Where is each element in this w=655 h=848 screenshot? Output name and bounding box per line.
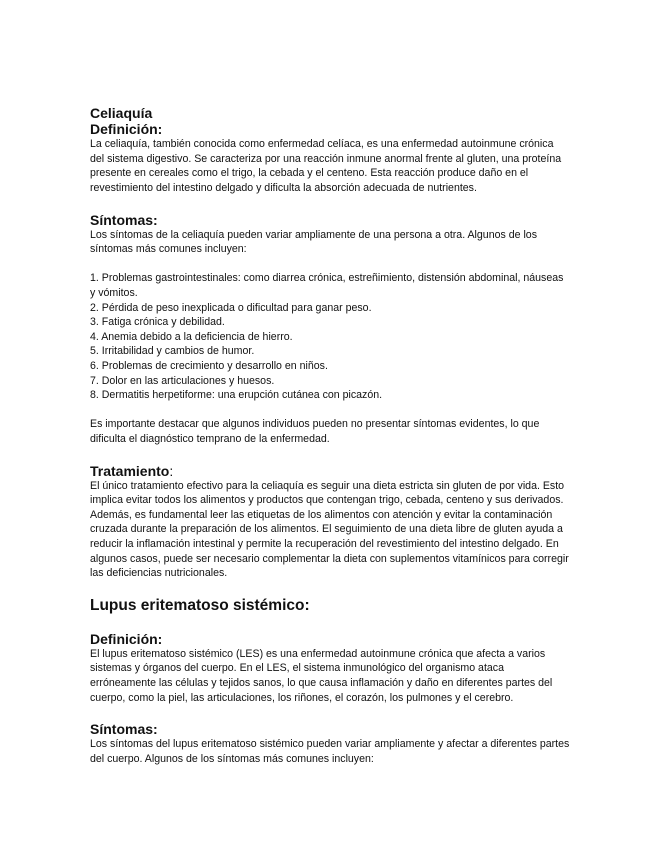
list-item: 2. Pérdida de peso inexplicada o dificultad para ganar peso. bbox=[90, 301, 372, 314]
treatment-heading bbox=[90, 463, 570, 479]
symptoms-list bbox=[90, 271, 570, 402]
lupus-symptoms-intro: Los síntomas del lupus eritematoso sistémico pueden variar ampliamente y afectar a diferentes partes del cuerpo. Algunos de los síntomas más comunes incluyen: bbox=[90, 738, 570, 765]
lupus-symptoms-heading: Síntomas: bbox=[90, 721, 158, 738]
section-title-lupus: Lupus eritematoso sistémico: bbox=[90, 596, 310, 614]
list-item: 4. Anemia debido a la deficiencia de hierro. bbox=[90, 330, 293, 343]
list-item: 3. Fatiga crónica y debilidad. bbox=[90, 316, 225, 329]
treatment-heading-colon: : bbox=[169, 462, 174, 479]
lupus-definition-paragraph: El lupus eritematoso sistémico (LES) es una enfermedad autoinmune crónica que afecta a varios sistemas y órganos del cuerpo. En el LES, el sistema inmunológico del organismo ataca erróneamente las células y tejidos sanos, lo que causa inflamación y daño en diferentes partes del cuerpo, como la piel, las articulaciones, los riñones, el corazón, los pulmones y el cerebro. bbox=[90, 647, 553, 704]
symptoms-heading: Síntomas: bbox=[90, 211, 158, 228]
treatment-paragraph: El único tratamiento efectivo para la celiaquía es seguir una dieta estricta sin gluten de por vida. Esto implica evitar todos los alimentos y productos que contengan trigo, cebada, centeno y sus derivados. Además, es fundamental leer las etiquetas de los alimentos con atención y evitar la contaminación cruzada durante la preparación de los alimentos. El seguimiento de una dieta libre de gluten ayuda a reducir la inflamación intestinal y permite la recuperación del revestimiento del intestino delgado. En algunos casos, puede ser necesario complementar la dieta con suplementos vitamínicos para corregir las deficiencias nutricionales. bbox=[90, 479, 569, 580]
lupus-definition-heading: Definición: bbox=[90, 630, 163, 647]
treatment-heading-text: Tratamiento bbox=[90, 462, 170, 479]
symptoms-intro: Los síntomas de la celiaquía pueden variar ampliamente de una persona a otra. Algunos de los síntomas más comunes incluyen: bbox=[90, 228, 537, 256]
definition-paragraph: La celiaquía, también conocida como enfermedad celíaca, es una enfermedad autoinmune crónica del sistema digestivo. Se caracteriza por una reacción inmune anormal frente al gluten, una proteína presente en cereales como el trigo, la cebada y el centeno. Esta reacción produce daño en el revestimiento del intestino delgado y dificulta la absorción adecuada de nutrientes. bbox=[90, 138, 562, 194]
list-item: 7. Dolor en las articulaciones y huesos. bbox=[90, 374, 275, 387]
document-page bbox=[90, 105, 570, 766]
document-title: Celiaquía bbox=[90, 105, 153, 121]
symptoms-note: Es importante destacar que algunos individuos pueden no presentar síntomas evidentes, lo que dificulta el diagnóstico temprano de la enfermedad. bbox=[90, 418, 540, 445]
list-item: 8. Dermatitis herpetiforme: una erupción cutánea con picazón. bbox=[90, 389, 383, 402]
list-item: 1. Problemas gastrointestinales: como diarrea crónica, estreñimiento, distensión abdominal, náuseas y vómitos. bbox=[90, 272, 564, 300]
list-item: 6. Problemas de crecimiento y desarrollo en niños. bbox=[90, 360, 328, 372]
definition-heading: Definición: bbox=[90, 121, 163, 138]
list-item: 5. Irritabilidad y cambios de humor. bbox=[90, 345, 255, 358]
